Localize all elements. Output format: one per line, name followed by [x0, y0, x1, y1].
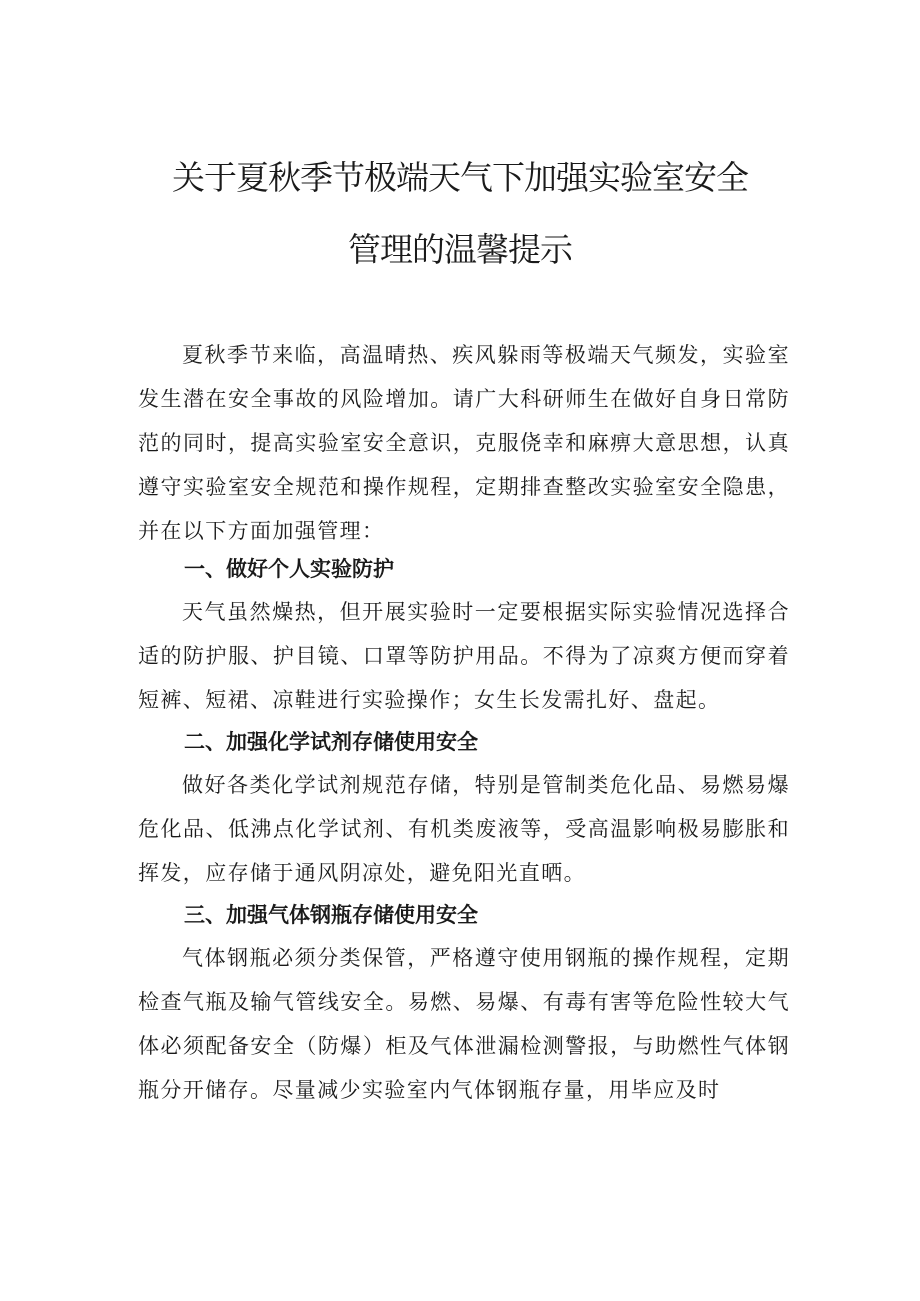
section-body-2: 做好各类化学试剂规范存储，特别是管制类危化品、易燃易爆危化品、低沸点化学试剂、有机类废液等，受高温影响极易膨胀和挥发，应存储于通风阴凉处，避免阳光直晒。 — [138, 773, 790, 885]
document-title-line-1: 关于夏秋季节极端天气下加强实验室安全 — [172, 158, 748, 197]
section-heading-2: 二、加强化学试剂存储使用安全 — [184, 730, 478, 754]
section-heading-3: 三、加强气体钢瓶存储使用安全 — [184, 903, 478, 927]
intro-paragraph: 夏秋季节来临，高温晴热、疾风躲雨等极端天气频发，实验室发生潜在安全事故的风险增加。请广大科研师生在做好自身日常防范的同时，提高实验室安全意识，克服侥幸和麻痹大意思想，认真遵守实验室安全规范和操作规程，定期排查整改实验室安全隐患，并在以下方面加强管理： — [138, 343, 790, 543]
section-body-1: 天气虽然燥热，但开展实验时一定要根据实际实验情况选择合适的防护服、护目镜、口罩等防护用品。不得为了凉爽方便而穿着短裤、短裙、凉鞋进行实验操作；女生长发需扎好、盘起。 — [138, 600, 790, 712]
section-body-3: 气体钢瓶必须分类保管，严格遵守使用钢瓶的操作规程，定期检查气瓶及输气管线安全。易燃、易爆、有毒有害等危险性较大气体必须配备安全（防爆）柜及气体泄漏检测警报，与助燃性气体钢瓶分开储存。尽量减少实验室内气体钢瓶存量，用毕应及时 — [138, 946, 790, 1102]
document-title-line-2: 管理的温馨提示 — [348, 230, 572, 269]
section-heading-1: 一、做好个人实验防护 — [184, 557, 394, 581]
